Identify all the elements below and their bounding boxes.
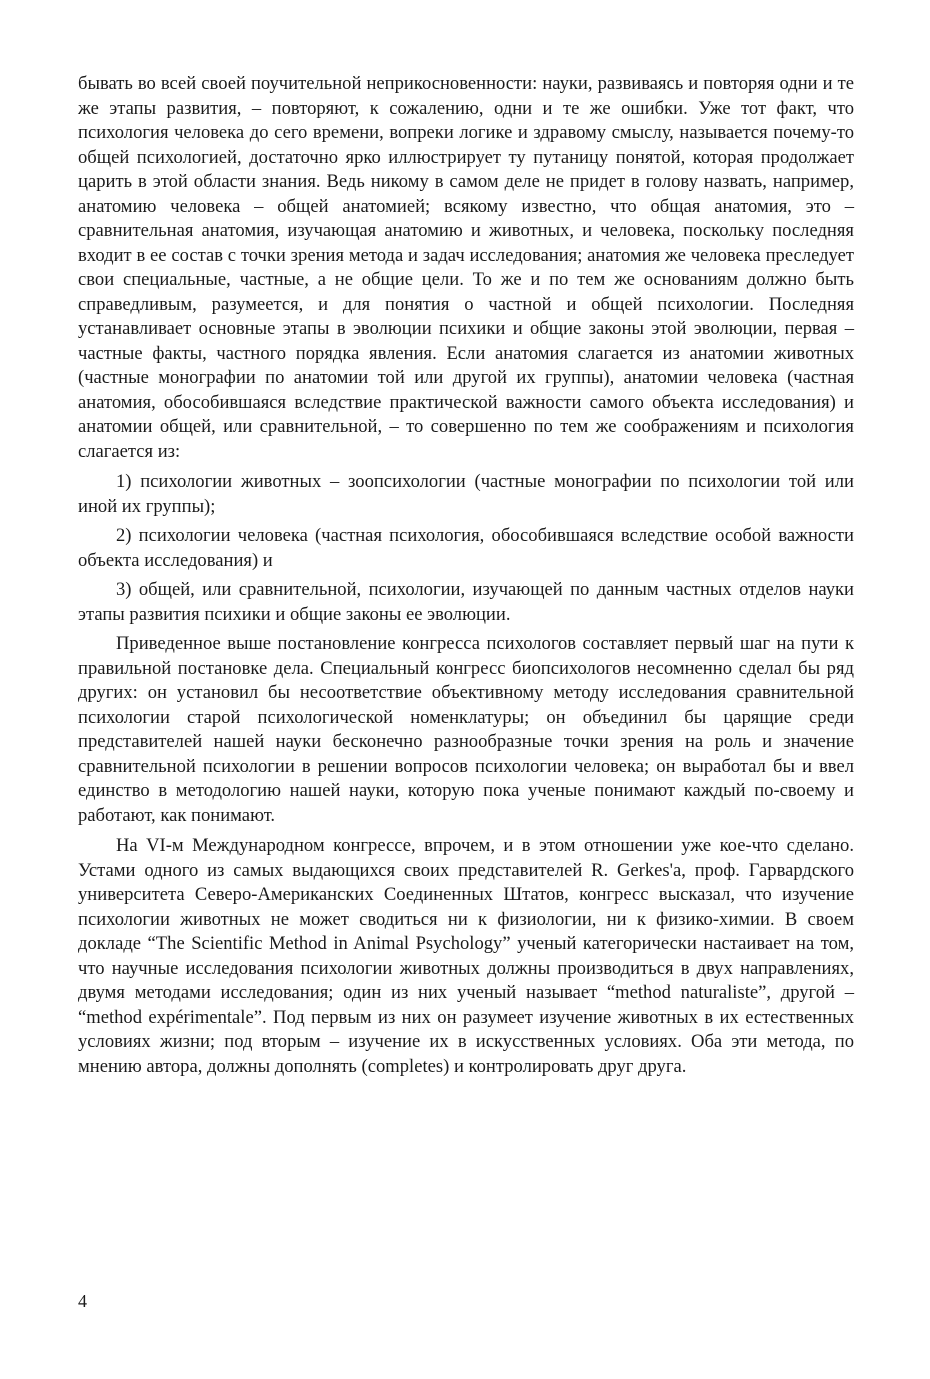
page-body xyxy=(78,72,854,1085)
paragraph-continuation: бывать во всей своей поучительной неприкосновенности: науки, развиваясь и повторяя одни и те же этапы развития, – повторяют, к сожалению, одни и те же ошибки. Уже тот факт, что психология человека до сего времени, вопреки логике и здравому смыслу, называется почему-то общей психологией, достаточно ярко иллюстрирует ту путаницу понятой, которая продолжает царить в этой области знания. Ведь никому в самом деле не придет в голову назвать, например, анатомию человека – общей анатомией; всякому известно, что общая анатомия, это – сравнительная анатомия, изучающая анатомию и животных, и человека, поскольку последняя входит в ее состав с точки зрения метода и задач исследования; анатомия же человека преследует свои специальные, частные, а не общие цели. То же и по тем же основаниям должно быть справедливым, разумеется, и для понятия о частной и общей психологии. Последняя устанавливает основные этапы в эволюции психики и общие законы этой эволюции, первая – частные факты, частного порядка явления. Если анатомия слагается из анатомии животных (частные монографии по анатомии той или другой их группы), анатомии человека (частная анатомия, обособившаяся вследствие практической важности самого объекта исследования) и анатомии общей, или сравнительной, – то совершенно по тем же соображениям и психология слагается из: xyxy=(78,73,854,462)
list-item-animal-psychology: 1) психологии животных – зоопсихологии (частные монографии по психологии той или иной их группы); xyxy=(78,471,854,517)
paragraph-congress: Приведенное выше постановление конгресса психологов составляет первый шаг на пути к правильной постановке дела. Специальный конгресс биопсихологов несомненно сделал бы ряд других: он установил бы несоответствие объективному методу исследования сравнительной психологии старой психологической номенклатуры; он объединил бы царящие среди представителей нашей науки бесконечно разнообразные точки зрения на роль и значение сравнительной психологии в решении вопросов психологии человека; он выработал бы и ввел единство в методологию нашей науки, которую пока ученые понимают каждый по-своему и работают, как понимают. xyxy=(78,633,854,826)
page-number: 4 xyxy=(78,1291,87,1311)
list-item-human-psychology: 2) психологии человека (частная психология, обособившаяся вследствие особой важности объекта исследования) и xyxy=(78,525,854,571)
list-item-comparative-psychology: 3) общей, или сравнительной, психологии, изучающей по данным частных отделов науки этапы развития психики и общие законы ее эволюции. xyxy=(78,579,854,625)
paragraph-sixth-congress: На VI-м Международном конгрессе, впрочем, и в этом отношении уже кое-что сделано. Устами одного из самых выдающихся своих представителей R. Gerkes'a, проф. Гарвардского университета Северо-Американских Соединенных Штатов, конгресс высказал, что изучение психологии животных не может сводиться ни к физиологии, ни к физико-химии. В своем докладе “The Scientific Method in Animal Psychology” ученый категорически настаивает на том, что научные исследования психологии животных должны производиться в двух направлениях, двумя методами исследования; один из них ученый называет “method naturaliste”, другой – “method expérimentale”. Под первым из них он разумеет изучение животных в их естественных условиях жизни; под вторым – изучение их в искусственных условиях. Оба эти метода, по мнению автора, должны дополнять (completes) и контролировать друг друга. xyxy=(78,835,854,1077)
